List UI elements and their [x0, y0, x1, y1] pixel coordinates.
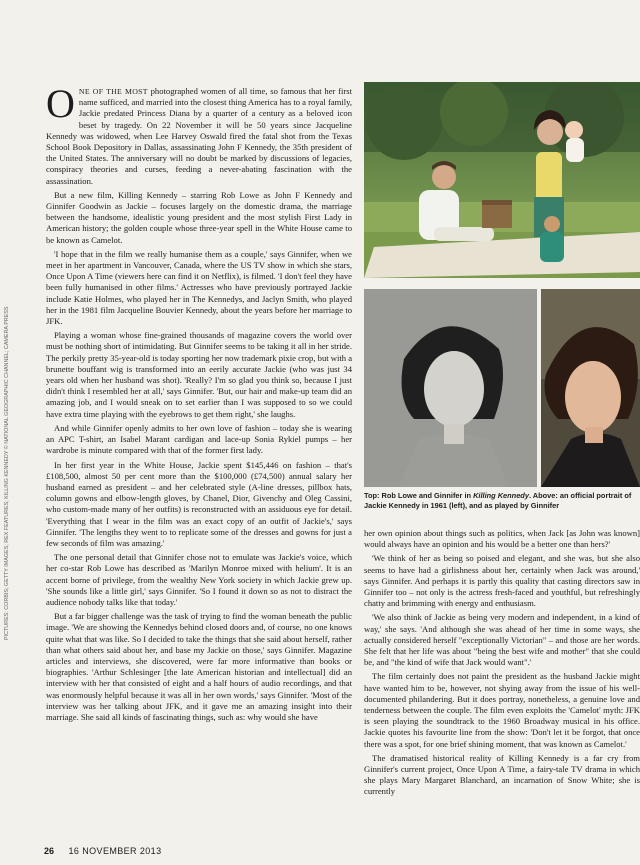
caption-line-2: Jackie Kennedy in 1961 (left), and as played by Ginnifer	[364, 500, 560, 510]
drop-cap: O	[46, 81, 75, 126]
paragraph: her own opinion about things such as politics, when Jack [as John was known] would always have an opinion and his would be a better one than hers?'	[364, 528, 640, 550]
paragraph: The film certainly does not paint the president as the husband Jackie might have wanted him to be, however, not shying away from the issue of his well-documented philandering. But it does portray, nonetheless, a genuine love and tenderness between the couple. The film even exploits the 'Camelot' myth: JFK is seen playing the soundtrack to the 1960 Broadway musical in his office. Jackie quotes his favourite line from the show: 'Don't let it be forgot, that once there was a spot, for one brief shining moment, that was known as Camelot.'	[364, 671, 640, 749]
paragraph: The dramatised historical reality of Killing Kennedy is a far cry from Ginnifer's current project, Once Upon A Time, a fairy-tale TV drama in which she plays Mary Margaret Blanchard, an incarnation of Snow White; she is currently	[364, 752, 640, 797]
lead-paragraph	[46, 81, 352, 187]
issue-date: 16 NOVEMBER 2013	[68, 846, 162, 856]
lead-text: photographed women of all time, so famous that her first name sufficed, and married into the closest thing America has to a royal family, Jackie predated Princess Diana by a quarter of a century as a beloved icon beset by tragedy. On 22 November it will be 50 years since Jacqueline Kennedy was widowed, when Lee Harvey Oswald fired the fatal shot from the Texas School Book Depository in Dallas, assassinating John F Kennedy, the 35th president of the United States. The anniversary will no doubt be marked by discussions of legacies, conspiracy theories and curses, feeding a never-abating fascination with the assassination.	[46, 86, 352, 186]
photo-portrait-1961	[364, 289, 537, 487]
page-footer	[44, 846, 161, 856]
picnic-illustration	[364, 82, 640, 278]
lead-smallcaps: NE OF THE MOST	[78, 87, 148, 96]
portrait-colour-illustration	[541, 289, 640, 487]
photo-caption	[364, 491, 640, 510]
paragraph: The one personal detail that Ginnifer chose not to emulate was Jackie's voice, which her co-star Rob Lowe has described as 'Marilyn Monroe mixed with helium'. It is an accent borne of privilege, from the wealthy New York society in which Jackie grew up. 'She sounds like a little girl,' says Ginnifer. 'So I found it down so as not to distract the audience nobody talks like that today.'	[46, 552, 352, 607]
paragraph: 'We think of her as being so poised and elegant, and she was, but she also seems to have had a girlishness about her, certainly when Jack was around,' says Ginnifer. And perhaps it is partly this quality that casting directors saw in Ginnifer too – not only is the actress fresh-faced and youthful, but refreshingly chatty and brimming with energy and enthusiasm.	[364, 553, 640, 609]
portrait-bw-illustration	[364, 289, 537, 487]
paragraph: But a far bigger challenge was the task of trying to find the woman beneath the public image. 'We are showing the Kennedys behind closed doors and, of course, no one knows quite what that was like. So I decided to take the things that she said about herself, rather than what others said about her, and base my Jackie on those,' says Ginnifer. Magazine articles and interviews, she discovered, were far more informative than books or biographies. 'Arthur Schlesinger [the late American historian and intellectual] did an interview with her that consisted of eight and a half hours of audio recordings, and that was enormously helpful because it was all in her own words,' says Ginnifer. 'Most of the interview was her talking about JFK, and it gave me an amazing insight into their marriage. She said all kinds of fascinating things, such as: why would she have	[46, 611, 352, 722]
paragraph: And while Ginnifer openly admits to her own love of fashion – today she is wearing an APC T-shirt, an Isabel Marant cardigan and lace-up Sonia Rykiel pumps – her wardrobe is minute compared with that of the former first lady.	[46, 422, 352, 456]
paragraph: But a new film, Killing Kennedy – starring Rob Lowe as John F Kennedy and Ginnifer Goodwin as Jackie – focuses largely on the domestic drama, the marriage between the handsome, idealistic young president and the most stylish First Lady in American history; the golden couple whose three-year spell in the White House came to be known as Camelot.	[46, 189, 352, 245]
caption-film-title: Killing Kennedy	[473, 491, 529, 500]
photo-picnic-scene	[364, 82, 640, 278]
paragraph: In her first year in the White House, Jackie spent $145,446 on fashion – that's £108,500, almost 50 per cent more than the $100,000 (£74,500) annual salary her husband earned as president – and her celebrated style (A-line dresses, pillbox hats, column gowns and elbow-length gloves, by Chanel, Dior, Givenchy and Oleg Cassini, who custom-made many of her outfits) is reconstructed with an assiduous eye for detail. 'Everything that I wear in the film was an exact copy of an outfit of Jackie's,' says Ginnifer. 'The lengths they went to to replicate some of the dresses and gowns for just a few seconds of film was amazing.'	[46, 459, 352, 548]
caption-bold-start: Top: Rob Lowe and Ginnifer in	[364, 491, 474, 500]
photo-ginnifer-as-jackie	[541, 289, 640, 487]
photo-credit-vertical: PICTURES: CORBIS; GETTY IMAGES; REX FEATURES; KILLING KENNEDY © NATIONAL GEOGRAPHIC CHANNEL; CAMERA PRESS	[4, 306, 10, 640]
paragraph: Playing a woman whose fine-grained thousands of magazine covers the world over must be nothing short of intimidating. But Ginnifer seems to be taking it all in her stride. The perkily pretty 35-year-old is today sporting her now trademark pixie crop, but with a brunette bouffant wig is transformed into an eerily accurate Jackie (who was just 34 years old when her husband was shot). 'Really? I'm so glad you think so, because I just didn't think I resembled her at all,' says Ginnifer. 'But, our hair and make-up team did an amazing job, and I would sneak on to set earlier than I was supposed to so we could have extra time playing with the eyebrows to get them right,' she laughs.	[46, 330, 353, 419]
article-right-column	[364, 528, 640, 858]
page-number: 26	[44, 846, 55, 856]
paragraph: 'I hope that in the film we really humanise them as a couple,' says Ginnifer, when we meet in her apartment in Vancouver, Canada, where the US TV show in which she stars, Once Upon A Time (viewers here can find it on Netflix), is filmed. 'I don't feel they have been fully humanised in other films.' Actresses who have previously portrayed Jackie include Katie Holmes, who played her in The Kennedys, and Jaclyn Smith, who played her in the 1981 film Jacqueline Bouvier Kennedy, about the years before her marriage to JFK.	[46, 248, 352, 327]
article-left-column	[46, 81, 353, 726]
caption-bold-end: . Above: an official portrait of	[528, 491, 632, 500]
paragraph: 'We also think of Jackie as being very modern and independent, in a kind of way,' she says. 'And although she was ahead of her time in some ways, she actually considered herself "exceptionally Victorian" – and those are her words. She felt that her life was about "being the best wife and mother" that she could be, and "the kind of wife that Jack would want".'	[364, 612, 640, 668]
